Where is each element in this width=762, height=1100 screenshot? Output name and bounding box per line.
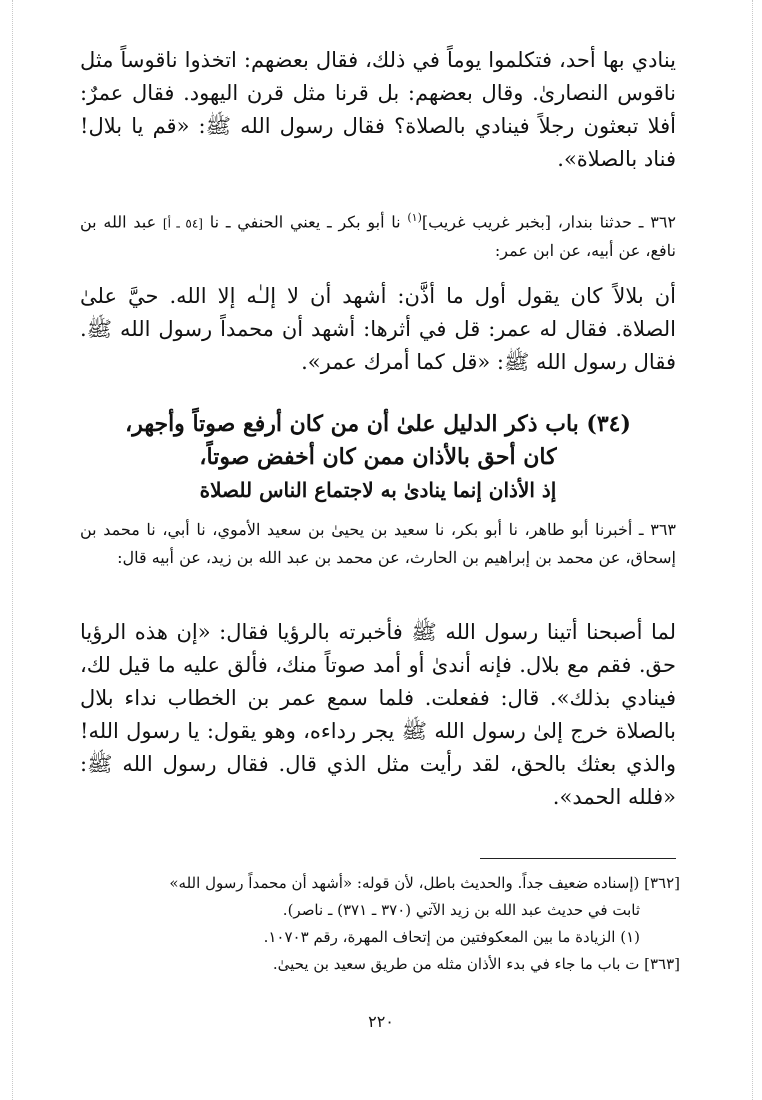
chapter-heading-line-3: إذ الأذان إنما ينادىٰ به لاجتماع الناس للصلاة xyxy=(199,478,557,502)
hadith-363-chain: ٣٦٣ ـ أخبرنا أبو طاهر، نا أبو بكر، نا سعيد بن يحيىٰ بن سعيد الأموي، نا أبي، نا محمد بن إسحاق، عن محمد بن إبراهيم بن الحارث، عن محمد بن عبد الله بن زيد، عن أبيه قال: xyxy=(80,520,676,567)
page-number: ٢٢٠ xyxy=(368,1012,394,1031)
left-margin-guide xyxy=(12,0,13,1100)
continued-hadith-paragraph: ينادي بها أحد، فتكلموا يوماً في ذلك، فقال بعضهم: اتخذوا ناقوساً مثل ناقوس النصارىٰ. وقال بعضهم: بل قرنا مثل قرن اليهود. فقال عمرٌ: أفلا تبعثون رجلاً فينادي بالصلاة؟ فقال رسول الله ﷺ: «قم يا بلال! فناد بالصلاة». xyxy=(80,48,676,171)
hadith-362-chain-prefix: ٣٦٢ ـ حدثنا بندار، [بخبر غريب غريب] xyxy=(421,212,676,232)
hadith-363-text: لما أصبحنا أتينا رسول الله ﷺ فأخبرته بالرؤيا فقال: «إن هذه الرؤيا حق. فقم مع بلال. فإنه أندىٰ أو أمد صوتاً منك، فألق عليه ما قيل لك، فينادي بذلك». قال: ففعلت. فلما سمع عمر بن الخطاب نداء بلال بالصلاة خرج إلىٰ رسول الله ﷺ يجر رداءه، وهو يقول: يا رسول الله! والذي بعثك بالحق، لقد رأيت مثل الذي قال. فقال رسول الله ﷺ: «فلله الحمد». xyxy=(80,620,676,809)
footnote-separator xyxy=(480,858,676,859)
hadith-362-chain-end: عبد الله بن نافع، عن أبيه، عن ابن عمر: xyxy=(80,212,676,261)
footnote-363: [٣٦٣] ت باب ما جاء في بدء الأذان مثله من طريق سعيد بن يحيىٰ. xyxy=(272,955,680,973)
chapter-heading xyxy=(80,408,676,507)
manuscript-folio-ref: [٥٤ ـ أ] xyxy=(162,216,203,231)
footnote-362-line-2: ثابت في حديث عبد الله بن زيد الآتي (٣٧٠ ـ ٣٧١) ـ ناصر). xyxy=(282,901,640,919)
hadith-362-chain-middle: نا أبو بكر ـ يعني الحنفي ـ نا xyxy=(202,212,408,232)
footnotes xyxy=(80,870,680,978)
footnote-marker-1: (١) xyxy=(407,211,422,224)
chapter-heading-line-1: (٣٤) باب ذكر الدليل علىٰ أن من كان أرفع صوتاً وأجهر، xyxy=(125,411,631,437)
chapter-heading-line-2: كان أحق بالأذان ممن كان أخفض صوتاً، xyxy=(199,444,557,470)
right-margin-guide xyxy=(752,0,753,1100)
footnote-1: (١) الزيادة ما بين المعكوفتين من إتحاف المهرة، رقم ١٠٧٠٣. xyxy=(263,928,640,946)
footnote-362-line-1: [٣٦٢] (إسناده ضعيف جداً. والحديث باطل، لأن قوله: «أشهد أن محمداً رسول الله» xyxy=(169,874,680,892)
hadith-362-chain xyxy=(80,204,676,265)
hadith-362-text: أن بلالاً كان يقول أول ما أذَّن: أشهد أن لا إلـٰه إلا الله. حيَّ علىٰ الصلاة. فقال له عمر: قل في أثرها: أشهد أن محمداً رسول الله ﷺ. فقال رسول الله ﷺ: «قل كما أمرك عمر». xyxy=(80,284,676,374)
